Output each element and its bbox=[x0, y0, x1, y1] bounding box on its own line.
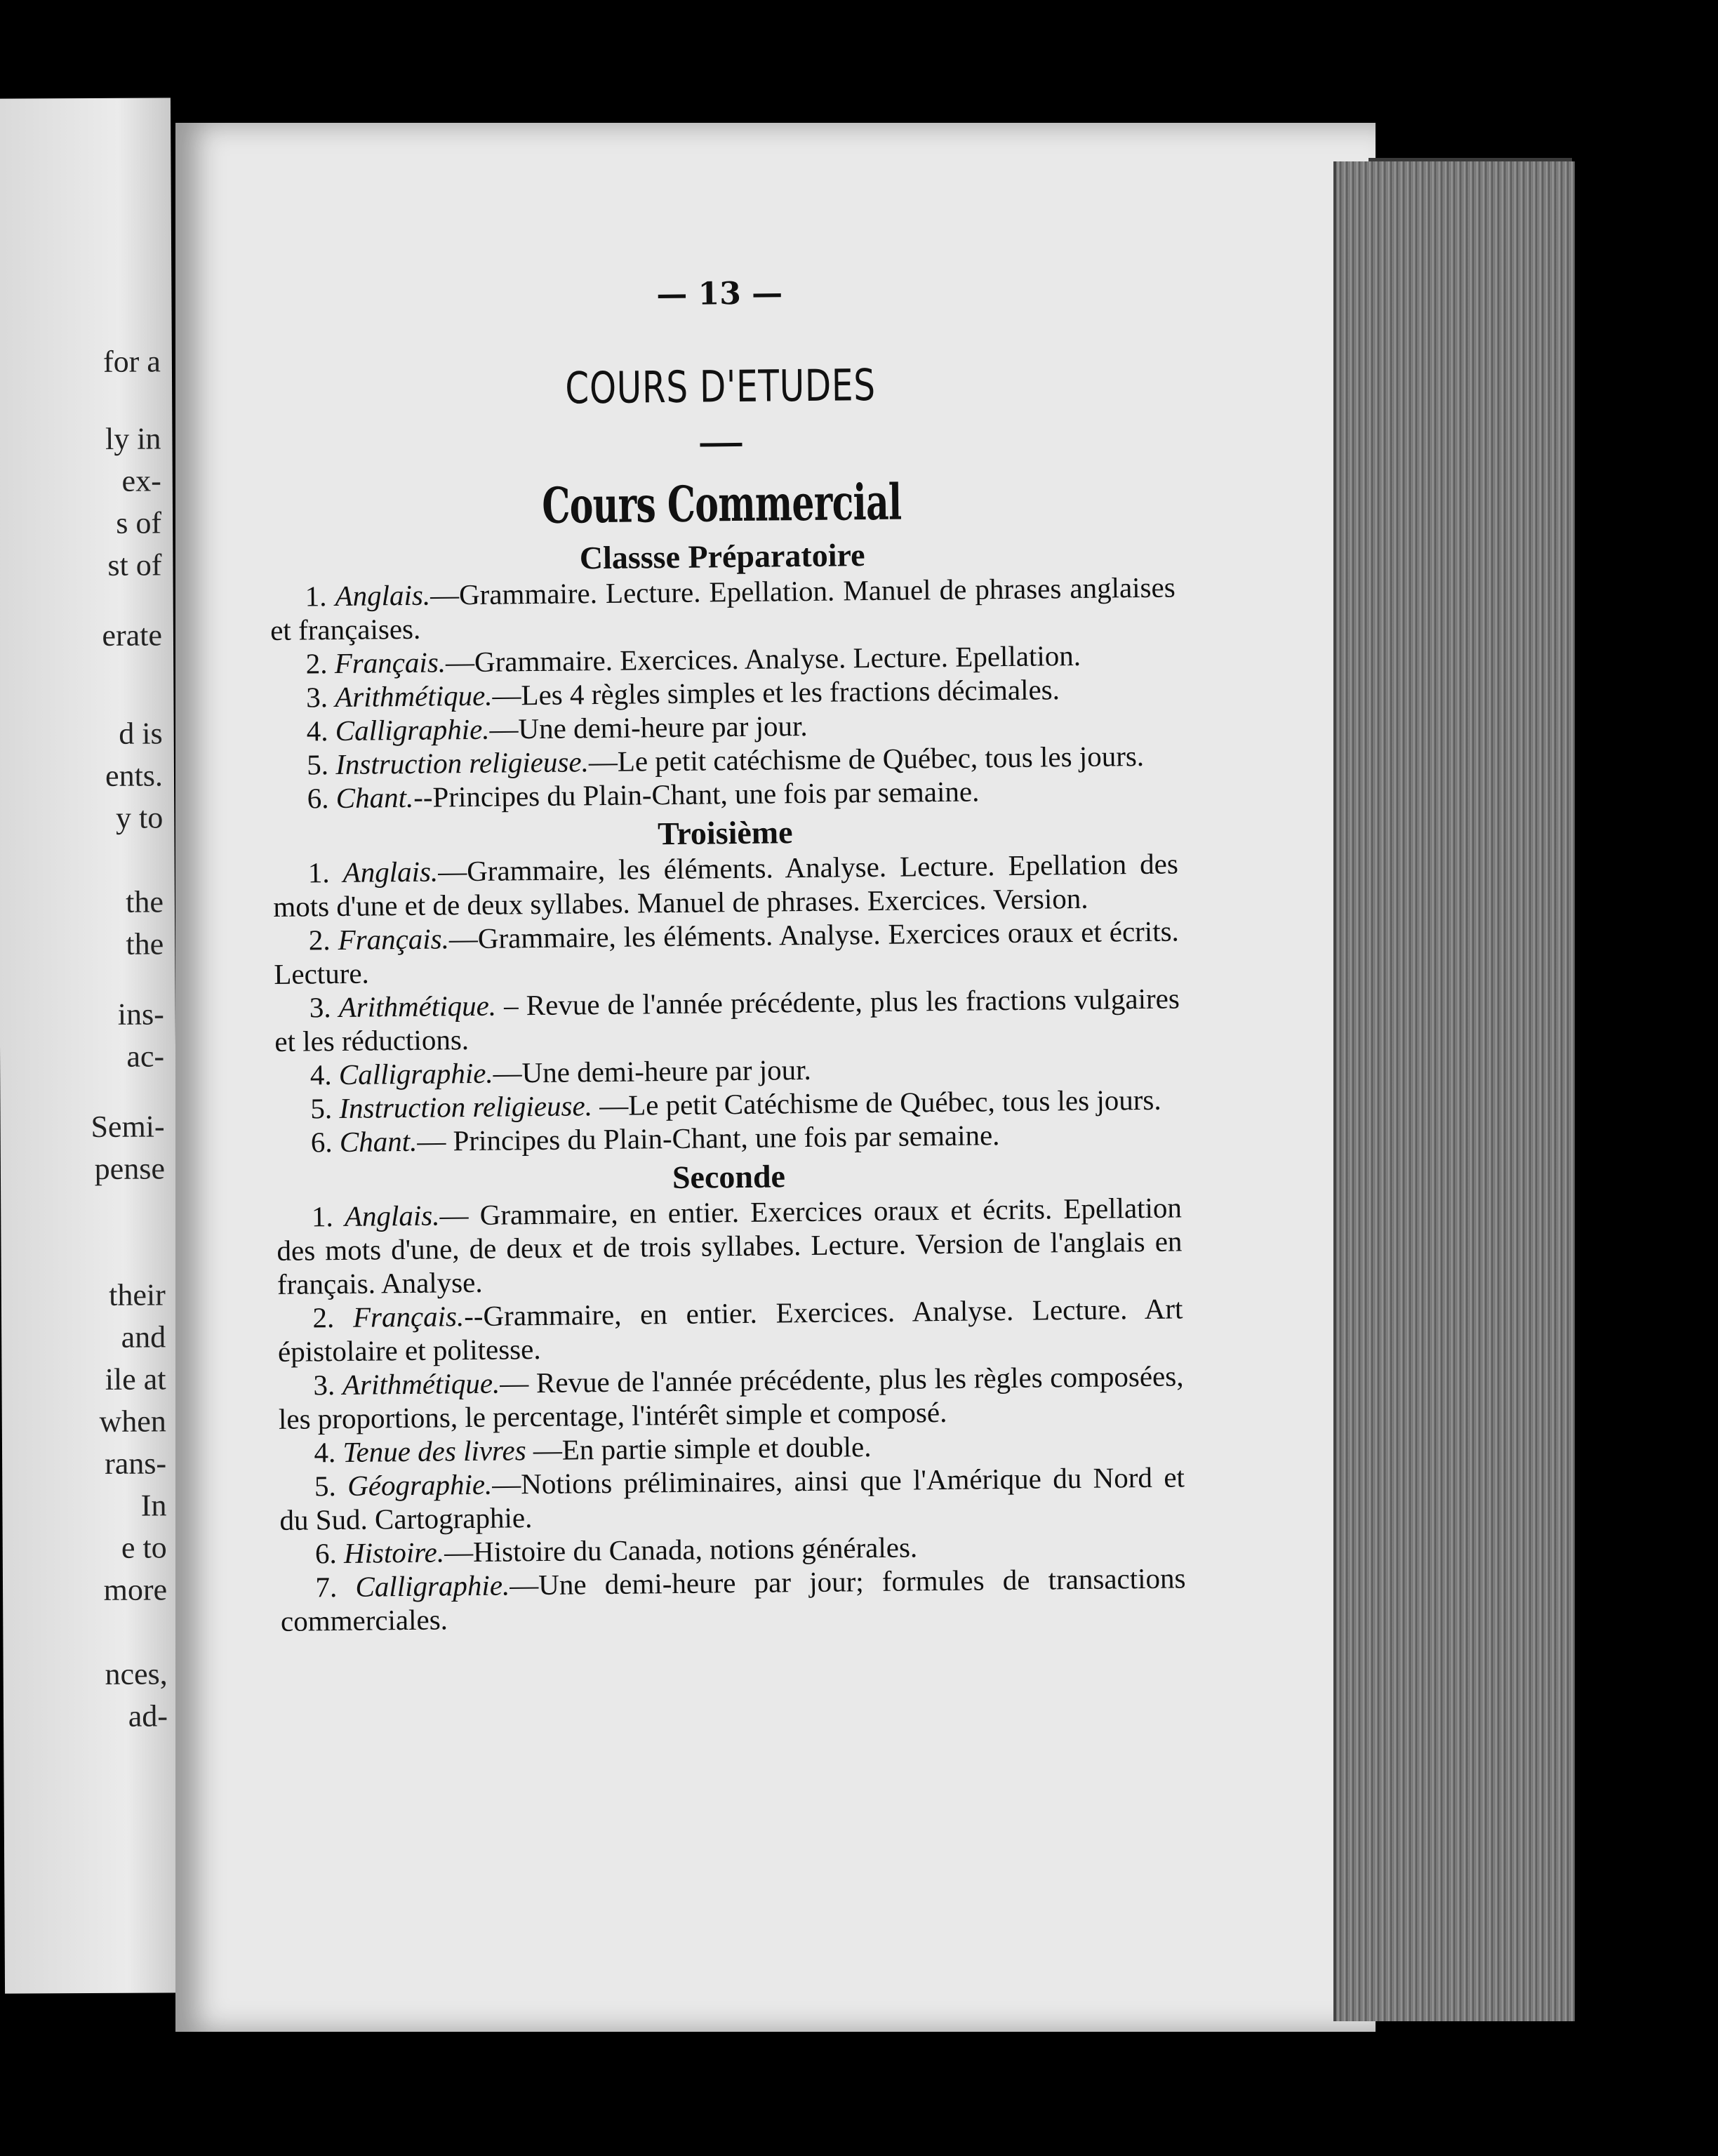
item-text: —Notions préliminaires, ainsi que l'Amérique du Nord et du Sud. Cartographie. bbox=[279, 1460, 1185, 1536]
course-item bbox=[277, 1291, 1183, 1369]
left-page-line: and bbox=[121, 1319, 166, 1355]
left-page-line: st of bbox=[107, 547, 162, 583]
item-number: 1. bbox=[311, 1200, 333, 1233]
left-page-line: ile at bbox=[105, 1362, 166, 1397]
left-page-line: ad- bbox=[128, 1698, 168, 1734]
course-item bbox=[279, 1460, 1185, 1537]
item-subject: Anglais. bbox=[342, 855, 439, 889]
item-number: 1. bbox=[307, 856, 330, 889]
item-subject: Chant. bbox=[335, 780, 414, 815]
item-text: —Le petit Catéchisme de Québec, tous les jours. bbox=[592, 1083, 1161, 1122]
item-text: —Grammaire. Exercices. Analyse. Lecture. Epellation. bbox=[445, 639, 1081, 679]
item-number: 2. bbox=[308, 924, 331, 957]
item-text: — Grammaire, en entier. Exercices oraux et écrits. Epellation des mots d'une, de deux et de trois syllabes. Lecture. Version de l'anglais en français. Analyse. bbox=[277, 1191, 1183, 1300]
left-page-line: their bbox=[109, 1277, 166, 1312]
course-item bbox=[274, 981, 1180, 1058]
item-text: —Une demi-heure par jour. bbox=[493, 1053, 812, 1089]
left-page-line: when bbox=[99, 1404, 166, 1439]
item-subject: Calligraphie. bbox=[338, 1056, 493, 1091]
section-heading: Seconde bbox=[672, 1158, 786, 1196]
item-number: 5. bbox=[310, 1092, 333, 1125]
left-page-line: the bbox=[126, 926, 164, 961]
item-text: —Le petit catéchisme de Québec, tous les jours. bbox=[588, 739, 1145, 778]
course-item bbox=[274, 914, 1180, 991]
item-text: — Principes du Plain-Chant, une fois par semaine. bbox=[417, 1119, 1000, 1157]
left-page-line: s of bbox=[116, 505, 162, 540]
item-text: --Principes du Plain-Chant, une fois par semaine. bbox=[413, 775, 980, 813]
item-number: 4. bbox=[309, 1058, 332, 1091]
item-number: 6. bbox=[314, 1537, 337, 1570]
course-item bbox=[269, 570, 1176, 647]
left-page-line: rans- bbox=[105, 1446, 167, 1481]
page-title: COURS D'ETUDES bbox=[565, 359, 877, 414]
left-page-line: Semi- bbox=[91, 1109, 165, 1144]
item-subject: Instruction religieuse. bbox=[335, 745, 590, 781]
item-text: --Grammaire, en entier. Exercices. Analyse. Lecture. Art épistolaire et politesse. bbox=[277, 1292, 1183, 1368]
item-number: 2. bbox=[312, 1301, 335, 1334]
course-subtitle: Cours Commercial bbox=[541, 472, 902, 535]
item-subject: Calligraphie. bbox=[355, 1569, 510, 1603]
left-page-line: ly in bbox=[105, 421, 161, 456]
item-number: 5. bbox=[314, 1470, 336, 1503]
item-number: 4. bbox=[314, 1436, 336, 1469]
item-number: 3. bbox=[309, 991, 331, 1024]
item-number: 5. bbox=[306, 748, 329, 781]
item-number: 3. bbox=[305, 681, 328, 714]
course-sections bbox=[269, 533, 1186, 1637]
item-text: —En partie simple et double. bbox=[526, 1430, 872, 1467]
item-subject: Anglais. bbox=[344, 1199, 440, 1232]
item-number: 6. bbox=[310, 1126, 333, 1159]
course-item bbox=[280, 1561, 1186, 1638]
item-text: —Grammaire, les éléments. Analyse. Exercices oraux et écrits. Lecture. bbox=[274, 914, 1180, 990]
item-text: —Histoire du Canada, notions générales. bbox=[444, 1531, 918, 1569]
item-subject: Arithmétique. bbox=[338, 989, 497, 1023]
item-text: – Revue de l'année précédente, plus les fractions vulgaires et les réductions. bbox=[274, 982, 1180, 1058]
left-page-line: ins- bbox=[117, 997, 164, 1032]
item-subject: Tenue des livres bbox=[342, 1434, 526, 1468]
book-page-edges bbox=[1333, 161, 1575, 2021]
section-heading: Troisième bbox=[657, 814, 793, 852]
course-item bbox=[277, 1190, 1183, 1301]
left-page-line: the bbox=[126, 884, 164, 919]
item-text: —Les 4 règles simples et les fractions décimales. bbox=[492, 673, 1060, 712]
item-subject: Arithmétique. bbox=[342, 1366, 500, 1401]
item-subject: Histoire. bbox=[343, 1536, 445, 1569]
item-text: —Grammaire, les éléments. Analyse. Lecture. Epellation des mots d'une et de deux syllabes. Manuel de phrases. Exercices. Version. bbox=[273, 847, 1179, 923]
item-subject: Arithmétique. bbox=[334, 679, 493, 714]
left-page-line: more bbox=[103, 1572, 168, 1607]
left-page-line: pense bbox=[94, 1151, 166, 1186]
item-subject: Français. bbox=[352, 1300, 465, 1333]
item-number: 2. bbox=[305, 647, 328, 680]
left-page-line: erate bbox=[102, 618, 163, 653]
page-content bbox=[267, 271, 1186, 1637]
item-subject: Français. bbox=[334, 646, 446, 680]
left-page-line: y to bbox=[115, 800, 164, 835]
left-page-line: d is bbox=[119, 716, 163, 751]
left-page-line: ents. bbox=[105, 758, 164, 793]
item-subject: Anglais. bbox=[335, 578, 431, 613]
left-page-line: ac- bbox=[126, 1039, 165, 1074]
item-subject: Géographie. bbox=[347, 1468, 493, 1502]
item-number: 3. bbox=[313, 1369, 335, 1402]
item-number: 7. bbox=[315, 1571, 338, 1604]
item-text: —Une demi-heure par jour. bbox=[489, 709, 808, 745]
section-heading: Classse Préparatoire bbox=[579, 537, 865, 576]
item-subject: Instruction religieuse. bbox=[339, 1089, 593, 1124]
item-number: 4. bbox=[306, 714, 328, 747]
item-number: 6. bbox=[307, 782, 329, 815]
page-number: — 13 — bbox=[656, 275, 783, 313]
left-page bbox=[0, 98, 180, 1993]
left-page-line: ex- bbox=[121, 463, 161, 498]
course-item bbox=[278, 1359, 1184, 1436]
item-subject: Calligraphie. bbox=[335, 712, 490, 747]
left-page-line: for a bbox=[102, 344, 161, 379]
item-text: — Revue de l'année précédente, plus les règles composées, les proportions, le percentage, l'intérêt simple et composé. bbox=[278, 1359, 1184, 1435]
item-text: —Une demi-heure par jour; formules de transactions commerciales. bbox=[280, 1562, 1186, 1637]
left-page-line: In bbox=[140, 1488, 167, 1523]
title-divider bbox=[700, 443, 742, 447]
course-item bbox=[273, 846, 1179, 924]
left-page-line: nces, bbox=[105, 1656, 168, 1691]
item-text: —Grammaire. Lecture. Epellation. Manuel de phrases anglaises et françaises. bbox=[269, 571, 1176, 646]
item-subject: Chant. bbox=[339, 1124, 418, 1158]
left-page-line: e to bbox=[121, 1530, 167, 1565]
item-subject: Français. bbox=[338, 922, 450, 956]
item-number: 1. bbox=[305, 580, 327, 613]
